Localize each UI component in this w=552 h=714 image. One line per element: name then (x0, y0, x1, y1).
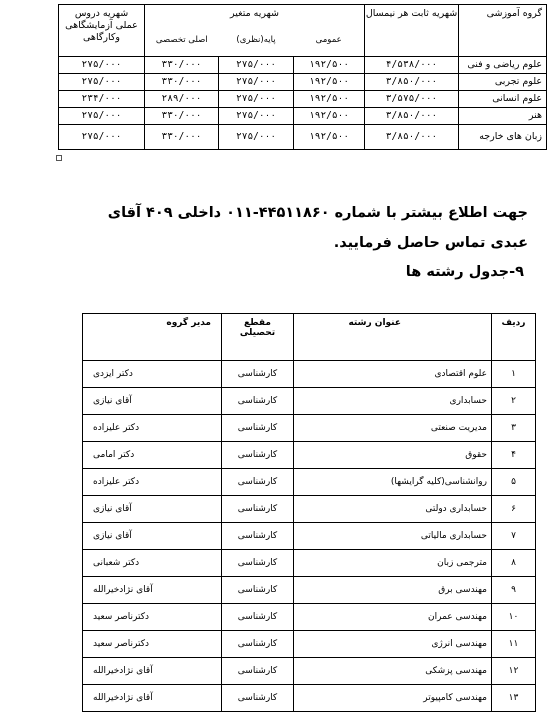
table-row (59, 74, 547, 91)
header-fixed-fee: شهریه ثابت هر نیمسال (365, 5, 459, 57)
practical-fee-cell: ۲۳۴/۰۰۰ (59, 91, 145, 108)
table-row (59, 57, 547, 74)
group-cell: علوم ریاضی و فنی (459, 57, 547, 74)
specialized-fee-cell: ۳۳۰/۰۰۰ (145, 74, 219, 91)
header-row-number: ردیف (492, 314, 536, 361)
degree-cell: کارشناسی (222, 658, 294, 685)
row-number-cell: ۱۱ (492, 631, 536, 658)
header-manager: مدیر گروه (83, 314, 222, 361)
general-fee-cell: ۱۹۲/۵۰۰ (294, 74, 365, 91)
manager-cell: آقای نژادخیرالله (83, 685, 222, 712)
group-cell: زبان های خارجه (459, 125, 547, 150)
degree-cell: کارشناسی (222, 631, 294, 658)
manager-cell: دکترناصر سعید (83, 604, 222, 631)
table-row (83, 685, 536, 712)
field-title-cell: مهندسی کامپیوتر (294, 685, 492, 712)
field-title-cell: مهندسی عمران (294, 604, 492, 631)
degree-cell: کارشناسی (222, 496, 294, 523)
field-title-cell: مهندسی پزشکی (294, 658, 492, 685)
header-variable-basic: پایه(نظری) (236, 35, 276, 45)
degree-cell: کارشناسی (222, 388, 294, 415)
manager-cell: دکتر امامی (83, 442, 222, 469)
field-title-cell: حسابداری مالیاتی (294, 523, 492, 550)
row-number-cell: ۸ (492, 550, 536, 577)
specialized-fee-cell: ۳۳۰/۰۰۰ (145, 108, 219, 125)
fixed-fee-cell: ۴/۵۳۸/۰۰۰ (365, 57, 459, 74)
degree-cell: کارشناسی (222, 442, 294, 469)
manager-cell: آقای نژادخیرالله (83, 658, 222, 685)
table-row (83, 631, 536, 658)
header-practical-fee: شهریه دروس عملی آزمایشگاهی وکارگاهی (59, 5, 145, 57)
manager-cell: دکتر شعبانی (83, 550, 222, 577)
fields-table-header-row (83, 314, 536, 361)
field-title-cell: مهندسی برق (294, 577, 492, 604)
table-row (83, 604, 536, 631)
row-number-cell: ۹ (492, 577, 536, 604)
table-row (83, 388, 536, 415)
table-row (59, 108, 547, 125)
row-number-cell: ۷ (492, 523, 536, 550)
manager-cell: آقای نیازی (83, 496, 222, 523)
manager-cell: دکتر علیزاده (83, 469, 222, 496)
specialized-fee-cell: ۳۳۰/۰۰۰ (145, 125, 219, 150)
table-row (83, 361, 536, 388)
row-number-cell: ۱ (492, 361, 536, 388)
field-title-cell: روانشناسی(کلیه گرایشها) (294, 469, 492, 496)
header-degree: مقطع تحصیلی (222, 314, 294, 361)
header-group: گروه آموزشی (459, 5, 547, 57)
practical-fee-cell: ۲۷۵/۰۰۰ (59, 74, 145, 91)
table-row (83, 469, 536, 496)
manager-cell: آقای نیازی (83, 388, 222, 415)
fixed-fee-cell: ۳/۸۵۰/۰۰۰ (365, 125, 459, 150)
fixed-fee-cell: ۳/۵۷۵/۰۰۰ (365, 91, 459, 108)
table-row (83, 496, 536, 523)
general-fee-cell: ۱۹۲/۵۰۰ (294, 57, 365, 74)
group-cell: علوم انسانی (459, 91, 547, 108)
row-number-cell: ۵ (492, 469, 536, 496)
manager-cell: دکترناصر سعید (83, 631, 222, 658)
practical-fee-cell: ۲۷۵/۰۰۰ (59, 57, 145, 74)
basic-fee-cell: ۲۷۵/۰۰۰ (219, 91, 294, 108)
specialized-fee-cell: ۲۸۹/۰۰۰ (145, 91, 219, 108)
fields-table (82, 313, 536, 712)
specialized-fee-cell: ۳۳۰/۰۰۰ (145, 57, 219, 74)
degree-cell: کارشناسی (222, 415, 294, 442)
general-fee-cell: ۱۹۲/۵۰۰ (294, 91, 365, 108)
row-number-cell: ۱۰ (492, 604, 536, 631)
degree-cell: کارشناسی (222, 550, 294, 577)
manager-cell: آقای نیازی (83, 523, 222, 550)
header-variable-specialized: اصلی تخصصی (155, 35, 208, 45)
row-number-cell: ۲ (492, 388, 536, 415)
group-cell: علوم تجربی (459, 74, 547, 91)
fixed-fee-cell: ۳/۸۵۰/۰۰۰ (365, 108, 459, 125)
basic-fee-cell: ۲۷۵/۰۰۰ (219, 57, 294, 74)
field-title-cell: حسابداری دولتی (294, 496, 492, 523)
manager-cell: دکتر ایزدی (83, 361, 222, 388)
general-fee-cell: ۱۹۲/۵۰۰ (294, 108, 365, 125)
field-title-cell: حقوق (294, 442, 492, 469)
header-field-title: عنوان رشته (294, 314, 492, 361)
field-title-cell: حسابداری (294, 388, 492, 415)
group-cell: هنر (459, 108, 547, 125)
manager-cell: آقای نژادخیرالله (83, 577, 222, 604)
table-row (83, 550, 536, 577)
tuition-fee-table (58, 4, 547, 150)
section-heading: ۹-جدول رشته ها (405, 264, 524, 280)
degree-cell: کارشناسی (222, 577, 294, 604)
practical-fee-cell: ۲۷۵/۰۰۰ (59, 108, 145, 125)
degree-cell: کارشناسی (222, 685, 294, 712)
row-number-cell: ۶ (492, 496, 536, 523)
table-row (83, 442, 536, 469)
manager-cell: دکتر علیزاده (83, 415, 222, 442)
row-number-cell: ۳ (492, 415, 536, 442)
field-title-cell: مدیریت صنعتی (294, 415, 492, 442)
table-row (83, 577, 536, 604)
practical-fee-cell: ۲۷۵/۰۰۰ (59, 125, 145, 150)
degree-cell: کارشناسی (222, 523, 294, 550)
degree-cell: کارشناسی (222, 469, 294, 496)
row-number-cell: ۴ (492, 442, 536, 469)
degree-cell: کارشناسی (222, 361, 294, 388)
degree-cell: کارشناسی (222, 604, 294, 631)
table-row (83, 658, 536, 685)
basic-fee-cell: ۲۷۵/۰۰۰ (219, 125, 294, 150)
field-title-cell: علوم اقتصادی (294, 361, 492, 388)
basic-fee-cell: ۲۷۵/۰۰۰ (219, 74, 294, 91)
fixed-fee-cell: ۳/۸۵۰/۰۰۰ (365, 74, 459, 91)
general-fee-cell: ۱۹۲/۵۰۰ (294, 125, 365, 150)
table-row (59, 91, 547, 108)
row-number-cell: ۱۲ (492, 658, 536, 685)
row-number-cell: ۱۳ (492, 685, 536, 712)
table-row (83, 415, 536, 442)
header-variable-general: عمومی (315, 35, 342, 45)
contact-paragraph: جهت اطلاع بیشتر با شماره ۴۴۵۱۱۸۶۰-۰۱۱ داخلی ۴۰۹ آقای عبدی تماس حاصل فرمایید. (107, 205, 528, 251)
table-resize-handle[interactable] (56, 155, 62, 161)
field-title-cell: مهندسی انرژی (294, 631, 492, 658)
field-title-cell: مترجمی زبان (294, 550, 492, 577)
table-row (83, 523, 536, 550)
basic-fee-cell: ۲۷۵/۰۰۰ (219, 108, 294, 125)
header-variable-fee: شهریه متغیر عمومی پایه(نظری) اصلی تخصصی (145, 5, 365, 57)
table-row (59, 125, 547, 150)
fee-table-header-row (59, 5, 547, 57)
